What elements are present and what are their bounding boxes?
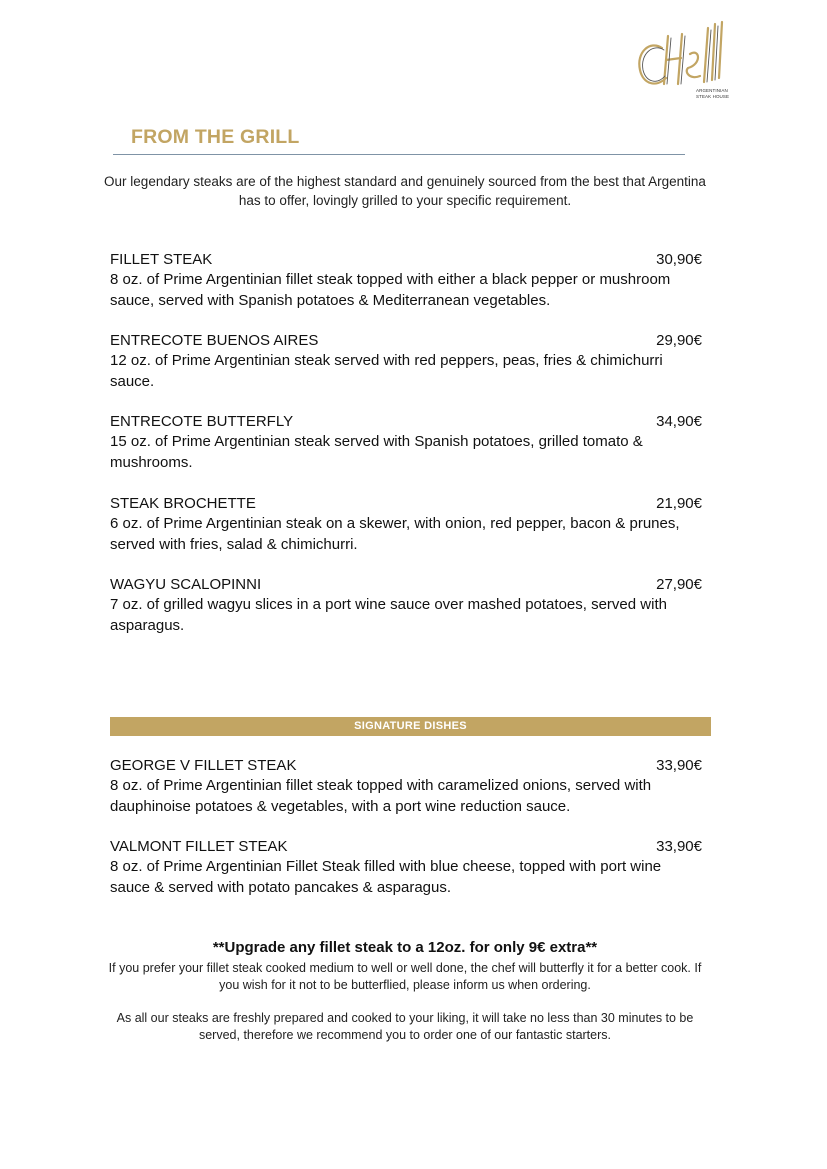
- item-name: VALMONT FILLET STEAK: [110, 838, 288, 855]
- preparation-note: As all our steaks are freshly prepared and cooked to your liking, it will take no less than 30 minutes to be served, therefore we recommend you to order one of our fantastic starters.: [116, 1011, 694, 1042]
- menu-item: [110, 331, 702, 392]
- logo-tagline: [696, 88, 729, 100]
- item-price: 30,90€: [656, 251, 702, 268]
- section-title: FROM THE GRILL: [131, 126, 300, 148]
- item-description: 8 oz. of Prime Argentinian fillet steak topped with caramelized onions, served with dauphinoise potatoes & vegetables, with a port wine reduction sauce.: [110, 777, 652, 815]
- item-description: 8 oz. of Prime Argentinian fillet steak topped with either a black pepper or mushroom sauce, served with Spanish potatoes & Mediterranean vegetables.: [110, 271, 671, 309]
- item-description: 15 oz. of Prime Argentinian steak served with Spanish potatoes, grilled tomato & mushrooms.: [110, 433, 643, 471]
- menu-item: [110, 412, 702, 473]
- section-intro: Our legendary steaks are of the highest standard and genuinely sourced from the best that Argentina has to offer, lovingly grilled to your specific requirement.: [104, 174, 706, 208]
- item-price: 21,90€: [656, 495, 702, 512]
- restaurant-logo: [632, 18, 732, 108]
- butterfly-note: If you prefer your fillet steak cooked medium to well or well done, the chef will butterfly it for a better cook. If you wish for it not to be butterflied, please inform us when ordering.: [108, 961, 702, 992]
- item-price: 33,90€: [656, 838, 702, 855]
- item-price: 34,90€: [656, 413, 702, 430]
- item-name: GEORGE V FILLET STEAK: [110, 757, 297, 774]
- logo-tagline-line1: ARGENTINIAN: [696, 88, 728, 93]
- upgrade-offer: **Upgrade any fillet steak to a 12oz. for only 9€ extra**: [212, 939, 598, 956]
- item-description: 8 oz. of Prime Argentinian Fillet Steak filled with blue cheese, topped with port wine sauce & served with potato pancakes & asparagus.: [110, 858, 662, 896]
- item-name: ENTRECOTE BUTTERFLY: [110, 413, 294, 430]
- item-price: 27,90€: [656, 576, 702, 593]
- item-name: STEAK BROCHETTE: [110, 495, 256, 512]
- item-name: WAGYU SCALOPINNI: [110, 576, 262, 593]
- menu-item: [110, 756, 702, 817]
- menu-item: [110, 837, 702, 898]
- item-description: 6 oz. of Prime Argentinian steak on a skewer, with onion, red pepper, bacon & prunes, served with fries, salad & chimichurri.: [110, 515, 680, 553]
- item-name: FILLET STEAK: [110, 251, 213, 268]
- item-description: 7 oz. of grilled wagyu slices in a port wine sauce over mashed potatoes, served with asparagus.: [110, 596, 667, 634]
- item-price: 29,90€: [656, 332, 702, 349]
- menu-item: [110, 250, 702, 311]
- item-price: 33,90€: [656, 757, 702, 774]
- menu-item: [110, 494, 702, 555]
- signature-dishes-banner: SIGNATURE DISHES: [110, 717, 711, 736]
- logo-tagline-line2: STEAK HOUSE: [696, 94, 730, 99]
- menu-item: [110, 575, 702, 636]
- item-name: ENTRECOTE BUENOS AIRES: [110, 332, 319, 349]
- item-description: 12 oz. of Prime Argentinian steak served with red peppers, peas, fries & chimichurri sauce.: [110, 352, 663, 390]
- title-divider: [113, 154, 685, 155]
